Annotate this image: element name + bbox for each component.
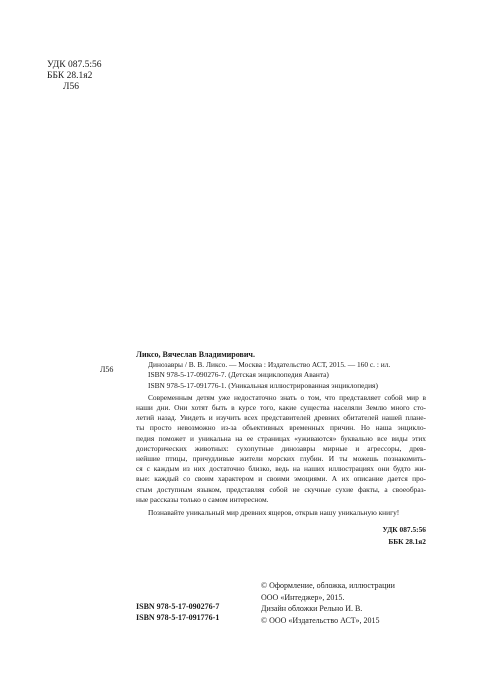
card-classification-codes [136,524,426,548]
card-final-line: Познавайте уникальный мир древних ящеров, открыв нашу уникальную книгу! [148,508,400,518]
card-isbn-1: ISBN 978-5-17-090276-7. (Детская энциклопедия Аванта) [148,370,329,380]
annotation-line: стым доступным языком, представляя собой не скучные сухие факты, а своеобраз- [136,484,426,494]
copyright-line: © ООО «Издательство АСТ», 2015 [261,615,380,625]
copyright-block [261,580,395,626]
copyright-line: ООО «Интеджер», 2015. [261,592,345,602]
annotation-line: педия поможет и уникальна на ее страницах «уживаются» буквально все виды этих [136,433,426,443]
classification-codes-top [47,60,101,93]
author-mark: Л56 [63,82,79,92]
annotation-line: наши дни. Они хотят быть в курсе того, какие существа населяли Землю много сто- [136,403,426,413]
annotation-line: вые: каждый со своим характером и своими эмоциями. А их описание дается про- [136,474,426,484]
card-heading-author: Ликсо, Вячеслав Владимирович. [136,350,255,359]
annotation-line: нейшие птицы, причудливые жители морских глубин. И ты можешь познакомить- [136,454,426,464]
copyright-line: © Оформление, обложка, иллюстрации [261,581,395,590]
copyright-line: Дизайн обложки Рельно И. В. [261,604,363,613]
card-description: Динозавры / В. В. Ликсо. — Москва : Издательство АСТ, 2015. — 160 с. : ил. [148,360,391,370]
catalog-card-author-mark: Л56 [100,365,114,374]
udk-code: УДК 087.5:56 [47,60,102,70]
card-annotation [136,393,426,505]
isbn-block [136,602,219,623]
annotation-line: летий назад. Увидеть и изучить всех представителей древних обитателей нашей плане- [136,413,426,423]
annotation-line: ся с каждым из них достаточно близко, ведь на наших иллюстрациях они будто жи- [136,464,426,474]
card-bbk-code: ББК 28.1я2 [388,537,426,547]
bbk-code: ББК 28.1я2 [47,71,93,81]
annotation-line: ные рассказы только о самом интересном. [136,494,269,504]
card-udk-code: УДК 087.5:56 [382,525,426,535]
annotation-line: Современным детям уже недостаточно знать о том, что представляет собой мир в [148,392,426,402]
isbn-line: ISBN 978-5-17-090276-7 [136,602,220,611]
annotation-line: ты просто невозможно из-за объективных временных причин. Но наша энцикло- [136,423,426,433]
annotation-line: доисторических животных: сухопутные динозавры мирные и агрессоры, древ- [136,443,426,453]
isbn-line: ISBN 978-5-17-091776-1 [136,612,220,622]
card-isbn-2: ISBN 978-5-17-091776-1. (Уникальная иллюстрированная энциклопедия) [148,380,378,390]
catalog-card [136,350,426,548]
